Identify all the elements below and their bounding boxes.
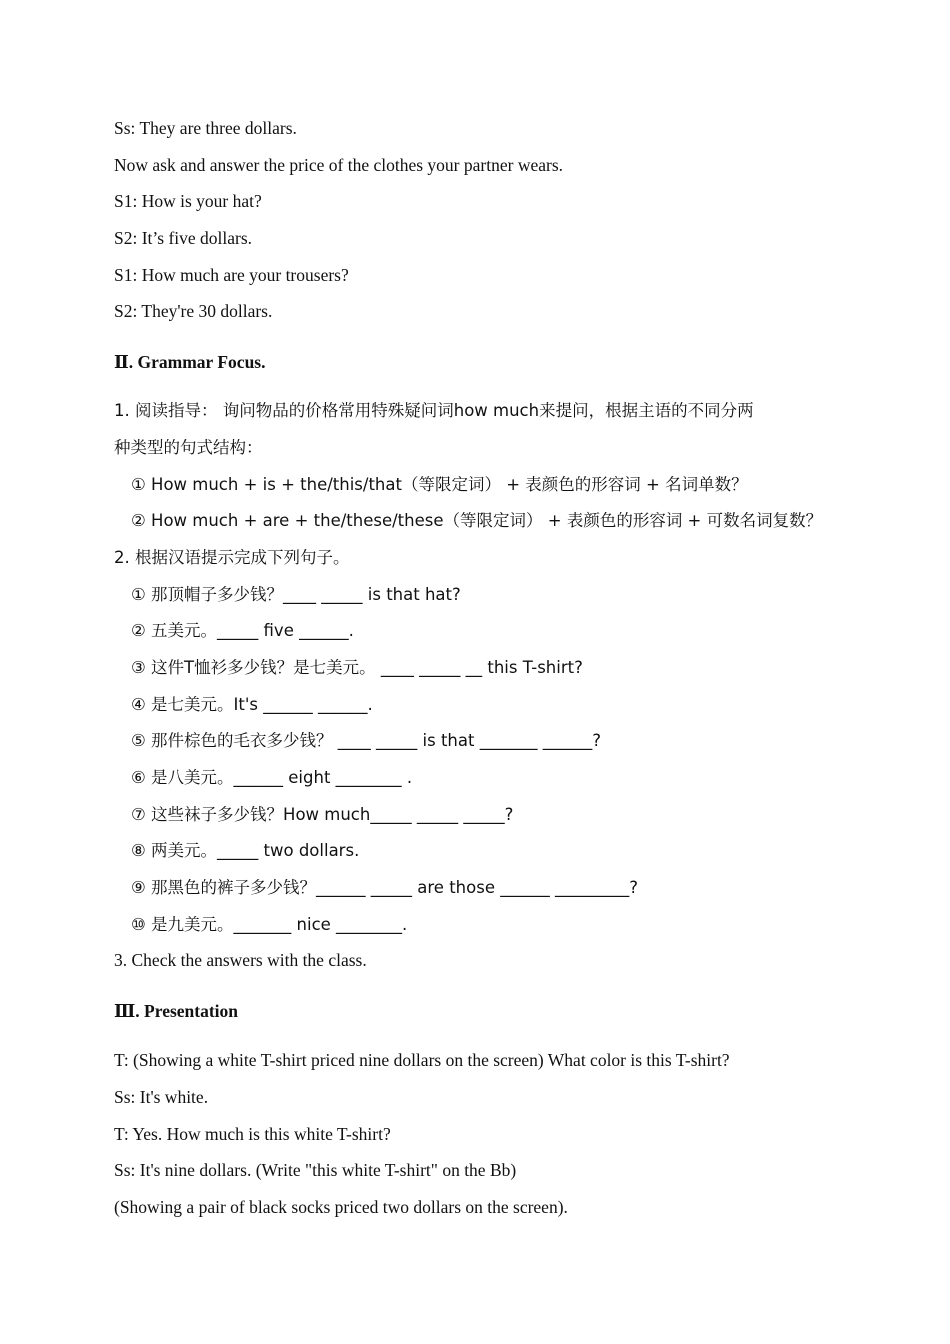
reading-guide-line-1: 1. 阅读指导： 询问物品的价格常用特殊疑问词how much来提问，根据主语的不同分两 <box>114 401 754 421</box>
dialog-line: S2: They're 30 dollars. <box>114 301 273 322</box>
dialog-line: Ss: They are three dollars. <box>114 118 297 138</box>
exercise-item: ⑥ 是八美元。______ eight ________ . <box>131 768 413 787</box>
exercise-item: ⑩ 是九美元。_______ nice ________. <box>131 914 408 934</box>
dialog-line: Now ask and answer the price of the clothes your partner wears. <box>114 154 564 175</box>
section-heading-grammar-focus: Ⅱ. Grammar Focus. <box>114 352 266 373</box>
sentence-pattern-2: ② How much + are + the/these/these（等限定词） + 表颜色的形容词 + 可数名词复数？ <box>131 511 823 531</box>
presentation-line: T: Yes. How much is this white T-shirt? <box>114 1123 391 1144</box>
sentence-pattern-1: ① How much + is + the/this/that（等限定词） + 表颜色的形容词 + 名词单数？ <box>131 474 748 494</box>
exercise-instruction: 2. 根据汉语提示完成下列句子。 <box>114 547 350 567</box>
dialog-top <box>114 110 874 330</box>
exercise-item: ⑧ 两美元。_____ two dollars. <box>131 841 360 861</box>
grammar-focus-body <box>114 392 874 979</box>
section-heading-presentation: Ⅲ. Presentation <box>114 1001 239 1022</box>
exercise-item: ① 那顶帽子多少钱？____ _____ is that hat? <box>131 584 461 604</box>
check-answers-line: 3. Check the answers with the class. <box>114 950 367 971</box>
presentation-line: Ss: It's nine dollars. (Write "this white T-shirt" on the Bb) <box>114 1160 517 1181</box>
exercise-item: ⑤ 那件棕色的毛衣多少钱？ ____ _____ is that _______ ______? <box>131 731 601 751</box>
exercise-item: ④ 是七美元。It's ______ ______. <box>131 694 373 714</box>
dialog-line: S1: How is your hat? <box>114 191 262 212</box>
reading-guide-line-2: 种类型的句式结构： <box>114 437 263 457</box>
dialog-line: S2: It’s five dollars. <box>114 228 253 249</box>
exercise-item: ③ 这件T恤衫多少钱？是七美元。 ____ _____ __ this T-shirt? <box>131 657 583 677</box>
presentation-line: (Showing a pair of black socks priced two dollars on the screen). <box>114 1196 568 1217</box>
exercise-item: ② 五美元。_____ five ______. <box>131 621 354 641</box>
document-page <box>114 110 874 1226</box>
presentation-body <box>114 1042 874 1225</box>
exercise-item: ⑨ 那黑色的裤子多少钱？______ _____ are those ______ _________? <box>131 878 638 898</box>
exercise-item: ⑦ 这些袜子多少钱？How much_____ _____ _____? <box>131 804 514 824</box>
presentation-line: Ss: It's white. <box>114 1086 209 1107</box>
presentation-line: T: (Showing a white T-shirt priced nine dollars on the screen) What color is this T-shirt? <box>114 1050 730 1071</box>
dialog-line: S1: How much are your trousers? <box>114 264 349 285</box>
